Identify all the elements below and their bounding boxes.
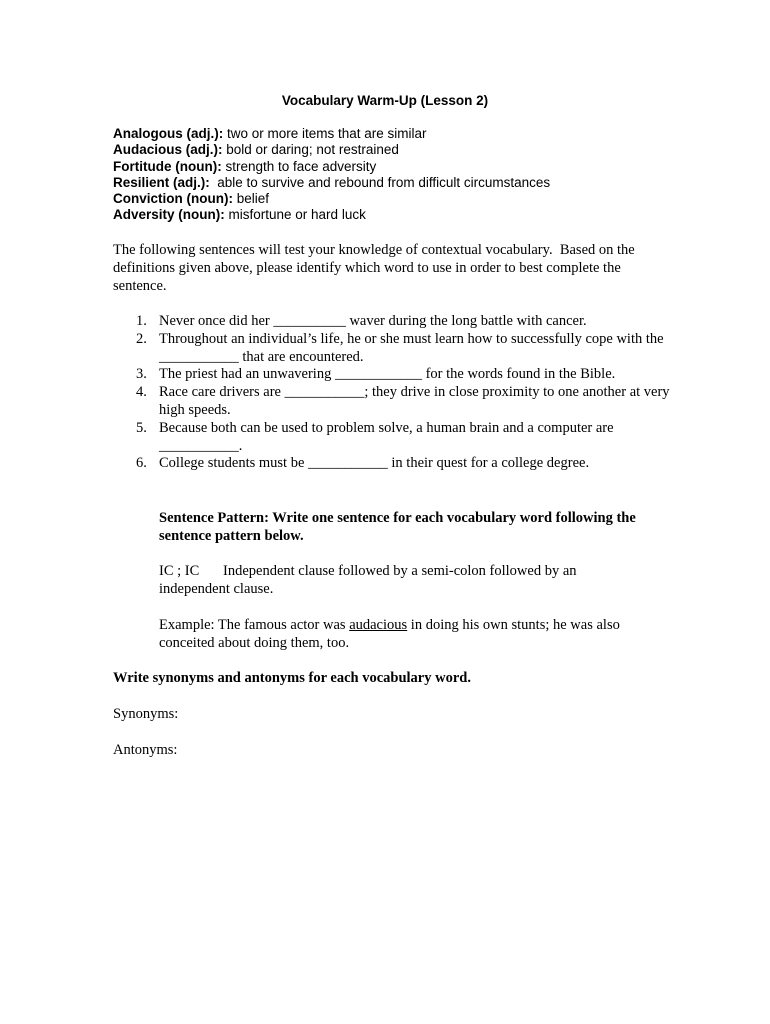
example-sentence [159, 616, 659, 652]
definition-text: bold or daring; not restrained [222, 142, 399, 158]
definition-item [113, 191, 550, 207]
definition-item [113, 175, 550, 191]
antonyms-label: Antonyms: [113, 742, 178, 758]
question-text: Because both can be used to problem solve, a human brain and a computer are ___________. [159, 419, 614, 454]
question-item [113, 331, 673, 367]
definition-text: strength to face adversity [221, 158, 377, 174]
example-suffix: in doing his own stunts; he was also conceited about doing them, too. [159, 617, 624, 651]
definition-item [113, 142, 550, 158]
definition-term: Audacious (adj.): [113, 142, 223, 158]
synonyms-label: Synonyms: [113, 706, 179, 722]
example-prefix: Example: The famous actor was [159, 617, 350, 633]
question-text: College students must be ___________ in their quest for a college degree. [159, 455, 590, 472]
question-list [113, 313, 673, 473]
worksheet-title: Vocabulary Warm-Up (Lesson 2) [281, 93, 489, 108]
question-item [113, 455, 673, 473]
definition-term: Conviction (noun): [113, 191, 233, 207]
question-number: 3. [136, 366, 147, 383]
question-text: Race care drivers are ___________; they drive in close proximity to one another at very high speeds. [159, 384, 670, 418]
definition-item [113, 159, 550, 175]
definition-text: misfortune or hard luck [224, 207, 366, 223]
instructions-paragraph: The following sentences will test your knowledge of contextual vocabulary. Based on the definitions given above, please identify which word to use in order to best complete the sentence. [113, 242, 639, 294]
definition-text: able to survive and rebound from difficult circumstances [209, 174, 551, 190]
definition-term: Resilient (adj.): [113, 174, 210, 190]
definition-text: belief [232, 191, 270, 207]
question-item [113, 420, 673, 456]
sentence-pattern-heading: Sentence Pattern: Write one sentence for each vocabulary word following the sentence pattern below. [159, 510, 636, 544]
definitions-list [113, 126, 550, 224]
definition-item [113, 207, 550, 223]
definition-term: Fortitude (noun): [113, 158, 222, 174]
definition-item [113, 126, 550, 142]
question-text: Throughout an individual’s life, he or she must learn how to successfully cope with the ___________ that are encountered. [159, 330, 664, 365]
example-underlined-word: audacious [349, 617, 408, 633]
question-number: 1. [136, 313, 147, 329]
definition-text: two or more items that are similar [223, 126, 427, 141]
pattern-code: IC ; IC [159, 563, 200, 579]
question-item [113, 366, 673, 384]
question-text: The priest had an unwavering ____________ for the words found in the Bible. [159, 366, 616, 383]
definition-term: Analogous (adj.): [113, 126, 224, 141]
question-item [113, 313, 673, 331]
definition-term: Adversity (noun): [113, 207, 225, 223]
question-number: 4. [136, 384, 147, 401]
question-item [113, 384, 673, 420]
question-number: 6. [136, 455, 147, 472]
question-text: Never once did her __________ waver during the long battle with cancer. [159, 313, 587, 329]
pattern-description: Independent clause followed by a semi-colon followed by an independent clause. [159, 563, 577, 597]
synonyms-antonyms-heading: Write synonyms and antonyms for each vocabulary word. [113, 670, 471, 686]
question-number: 5. [136, 419, 147, 436]
question-number: 2. [136, 330, 147, 347]
sentence-pattern-rule [159, 562, 619, 598]
